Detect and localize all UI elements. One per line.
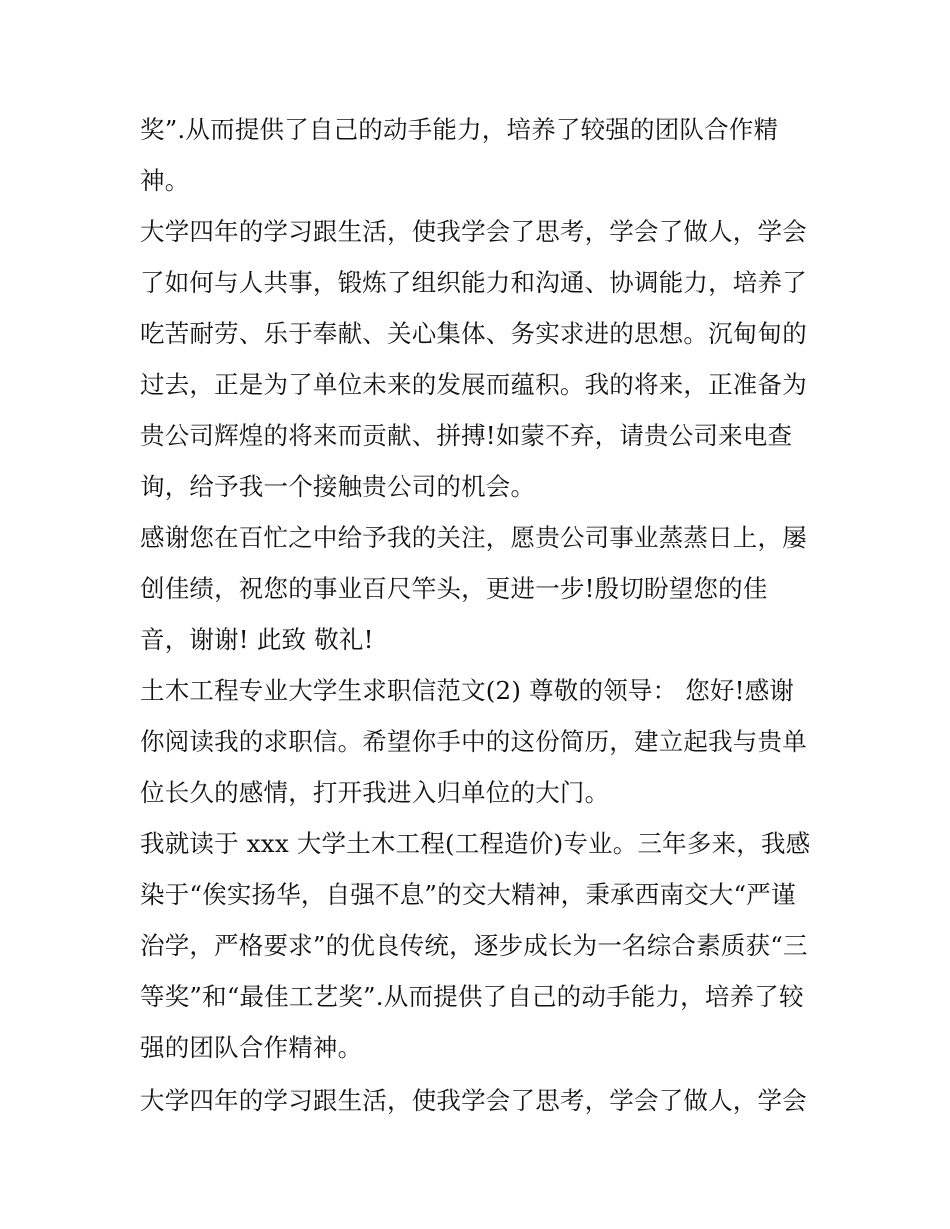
text-line: 神。 bbox=[140, 166, 190, 195]
text-line: 贵公司辉煌的将来而贡献、拼搏!如蒙不弃，请贵公司来电查 bbox=[140, 421, 793, 450]
text-line: 治学，严格要求”的优良传统，逐步成长为一名综合素质获“三 bbox=[140, 931, 808, 960]
text-line: 创佳绩，祝您的事业百尺竿头，更进一步!殷切盼望您的佳 bbox=[140, 574, 768, 603]
text-line: 吃苦耐劳、乐于奉献、关心集体、务实求进的思想。沉甸甸的 bbox=[140, 319, 807, 348]
text-line: 大学四年的学习跟生活，使我学会了思考，学会了做人，学会 bbox=[140, 1086, 807, 1115]
text-line: 感谢您在百忙之中给予我的关注，愿贵公司事业蒸蒸日上，屡 bbox=[140, 523, 807, 552]
text-line: 询，给予我一个接触贵公司的机会。 bbox=[140, 472, 536, 501]
text-line: 过去，正是为了单位未来的发展而蕴积。我的将来，正准备为 bbox=[140, 370, 807, 399]
text-line: 大学四年的学习跟生活，使我学会了思考，学会了做人，学会 bbox=[140, 217, 807, 246]
text-line: 土木工程专业大学生求职信范文(2) 尊敬的领导： 您好!感谢 bbox=[140, 676, 795, 705]
text-line: 奖”.从而提供了自己的动手能力，培养了较强的团队合作精 bbox=[140, 115, 779, 144]
text-line: 了如何与人共事，锻炼了组织能力和沟通、协调能力，培养了 bbox=[140, 268, 807, 297]
text-line: 强的团队合作精神。 bbox=[140, 1033, 363, 1062]
text-line: 染于“俟实扬华，自强不息”的交大精神，秉承西南交大“严谨 bbox=[140, 880, 796, 909]
text-line: 音，谢谢! 此致 敬礼! bbox=[140, 625, 374, 654]
text-line: 等奖”和“最佳工艺奖”.从而提供了自己的动手能力，培养了较 bbox=[140, 982, 804, 1011]
text-line: 你阅读我的求职信。希望你手中的这份简历，建立起我与贵单 bbox=[140, 727, 807, 756]
text-line: 位长久的感情，打开我进入归单位的大门。 bbox=[140, 778, 610, 807]
text-line: 我就读于 xxx 大学土木工程(工程造价)专业。三年多来，我感 bbox=[140, 829, 811, 858]
